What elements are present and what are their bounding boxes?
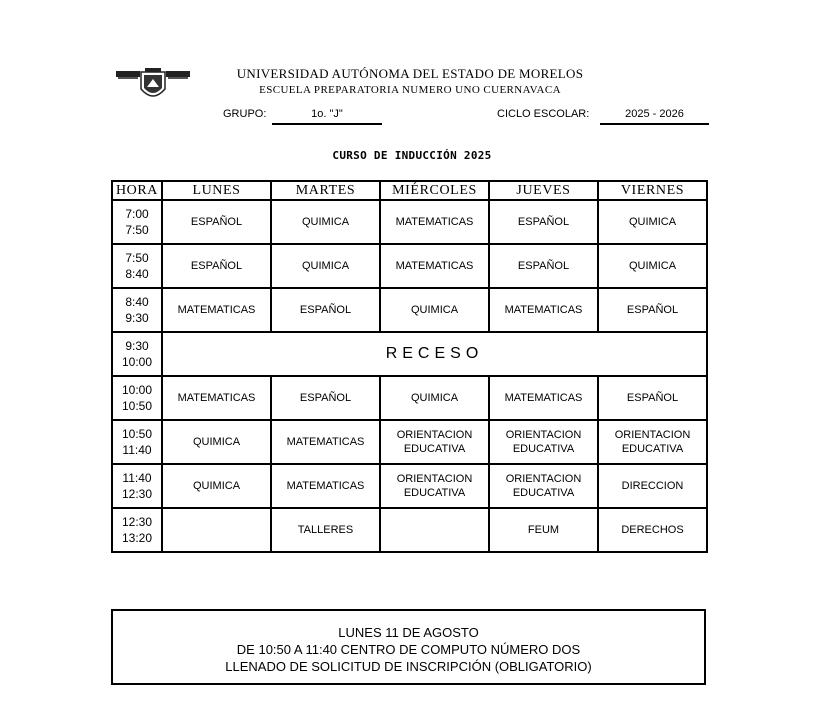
time-cell — [112, 508, 162, 552]
class-cell: ESPAÑOL — [162, 200, 271, 244]
time-end: 13:20 — [121, 531, 153, 545]
class-cell: MATEMATICAS — [271, 464, 380, 508]
class-cell: MATEMATICAS — [380, 244, 489, 288]
class-cell: ESPAÑOL — [598, 376, 707, 420]
schedule-header-row — [112, 181, 707, 200]
schedule-row — [112, 508, 707, 552]
document-header — [200, 66, 620, 98]
time-end: 7:50 — [125, 223, 149, 237]
time-end: 11:40 — [122, 443, 152, 457]
schedule-row — [112, 200, 707, 244]
time-start: 12:30 — [121, 515, 153, 529]
class-cell: QUIMICA — [380, 376, 489, 420]
header-jueves: JUEVES — [489, 181, 598, 200]
time-cell — [112, 464, 162, 508]
class-cell: ORIENTACION EDUCATIVA — [489, 464, 598, 508]
time-start: 8:40 — [125, 295, 149, 309]
time-start: 11:40 — [122, 471, 152, 485]
school-year-value: 2025 - 2026 — [600, 108, 709, 125]
school-name: ESCUELA PREPARATORIA NUMERO UNO CUERNAVACA — [259, 84, 561, 96]
schedule-row — [112, 288, 707, 332]
class-cell: QUIMICA — [271, 244, 380, 288]
class-cell: ORIENTACION EDUCATIVA — [380, 420, 489, 464]
time-start: 9:30 — [125, 339, 149, 353]
class-cell: QUIMICA — [162, 420, 271, 464]
time-cell — [112, 420, 162, 464]
class-cell: DERECHOS — [598, 508, 707, 552]
class-cell: ORIENTACION EDUCATIVA — [489, 420, 598, 464]
time-cell — [112, 288, 162, 332]
time-cell — [112, 200, 162, 244]
time-start: 10:00 — [121, 383, 153, 397]
school-year-label: CICLO ESCOLAR: — [497, 108, 590, 120]
time-end: 8:40 — [125, 267, 149, 281]
time-end: 9:30 — [125, 311, 149, 325]
class-cell — [162, 508, 271, 552]
class-cell: QUIMICA — [162, 464, 271, 508]
group-value: 1o. "J" — [272, 108, 382, 125]
time-end: 12:30 — [121, 487, 153, 501]
class-cell: ESPAÑOL — [271, 288, 380, 332]
university-logo — [114, 67, 192, 103]
class-cell: ESPAÑOL — [489, 244, 598, 288]
class-cell: MATEMATICAS — [162, 376, 271, 420]
class-cell: MATEMATICAS — [489, 288, 598, 332]
class-cell: MATEMATICAS — [162, 288, 271, 332]
header-viernes: VIERNES — [598, 181, 707, 200]
schedule-row — [112, 332, 707, 376]
time-start: 7:50 — [125, 251, 149, 265]
time-cell — [112, 376, 162, 420]
time-end: 10:50 — [121, 399, 153, 413]
university-name: UNIVERSIDAD AUTÓNOMA DEL ESTADO DE MORELOS — [236, 66, 584, 81]
class-cell: MATEMATICAS — [489, 376, 598, 420]
schedule-row — [112, 464, 707, 508]
header-miercoles: MIÉRCOLES — [380, 181, 489, 200]
course-title: CURSO DE INDUCCIÓN 2025 — [332, 149, 492, 162]
class-cell — [380, 508, 489, 552]
time-start: 7:00 — [125, 207, 149, 221]
time-cell — [112, 244, 162, 288]
registration-note — [111, 609, 706, 685]
class-cell: QUIMICA — [598, 244, 707, 288]
class-cell: MATEMATICAS — [380, 200, 489, 244]
schedule-row — [112, 376, 707, 420]
note-line-place: DE 10:50 A 11:40 CENTRO DE COMPUTO NÚMERO DOS — [236, 642, 581, 657]
schedule-row — [112, 420, 707, 464]
recess-cell: RECESO — [162, 332, 707, 376]
class-cell: QUIMICA — [598, 200, 707, 244]
group-label: GRUPO: — [223, 108, 267, 120]
class-cell: ESPAÑOL — [598, 288, 707, 332]
time-end: 10:00 — [121, 355, 153, 369]
class-cell: MATEMATICAS — [271, 420, 380, 464]
class-cell: ORIENTACION EDUCATIVA — [380, 464, 489, 508]
class-cell: DIRECCION — [598, 464, 707, 508]
schedule-table — [111, 180, 708, 553]
header-hora: HORA — [112, 181, 162, 200]
time-start: 10:50 — [121, 427, 153, 441]
time-cell — [112, 332, 162, 376]
class-cell: FEUM — [489, 508, 598, 552]
schedule-row — [112, 244, 707, 288]
class-cell: ESPAÑOL — [489, 200, 598, 244]
class-cell: QUIMICA — [271, 200, 380, 244]
note-line-date: LUNES 11 DE AGOSTO — [338, 625, 479, 640]
class-cell: QUIMICA — [380, 288, 489, 332]
note-line-task: LLENADO DE SOLICITUD DE INSCRIPCIÓN (OBLIGATORIO) — [225, 659, 592, 674]
class-cell: TALLERES — [271, 508, 380, 552]
class-cell: ESPAÑOL — [162, 244, 271, 288]
class-cell: ESPAÑOL — [271, 376, 380, 420]
header-lunes: LUNES — [162, 181, 271, 200]
class-cell: ORIENTACION EDUCATIVA — [598, 420, 707, 464]
header-martes: MARTES — [271, 181, 380, 200]
